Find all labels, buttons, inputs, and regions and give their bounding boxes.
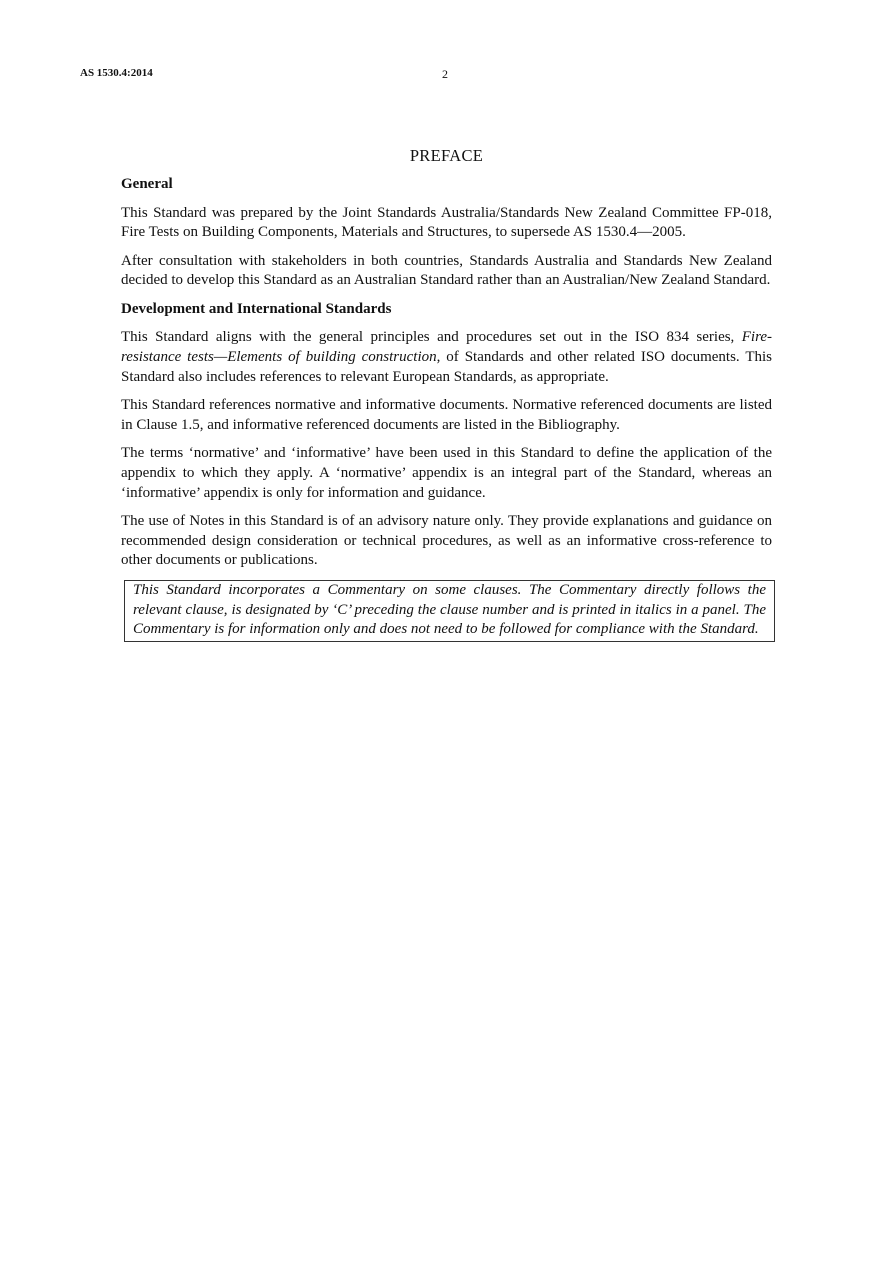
development-paragraph-1 (121, 328, 772, 387)
preface-content (121, 146, 772, 642)
document-identifier: AS 1530.4:2014 (80, 67, 153, 79)
development-paragraph-1-start: This Standard aligns with the general principles and procedures set out in the ISO 834 series, (121, 329, 742, 346)
commentary-panel: This Standard incorporates a Commentary on some clauses. The Commentary directly follows the relevant clause, is designated by ‘C’ preceding the clause number and is printed in italics in a panel. The Commentary is for information only and does not need to be followed for compliance with the Standard. (124, 580, 775, 642)
page-title: PREFACE (409, 146, 484, 165)
page-number: 2 (442, 67, 448, 81)
development-paragraph-1-end: , of Standards and other related ISO documents. This Standard also includes references to relevant European Standards, as appropriate. (121, 348, 772, 385)
general-paragraph-2: After consultation with stakeholders in both countries, Standards Australia and Standards New Zealand decided to develop this Standard as an Australian Standard rather than an Australian/New Zealand Standard. (121, 252, 772, 289)
running-header (80, 67, 820, 83)
development-paragraph-2: This Standard references normative and informative documents. Normative referenced documents are listed in Clause 1.5, and informative referenced documents are listed in the Bibliography. (121, 397, 772, 433)
section-heading-general: General (121, 176, 173, 192)
iso-series-title: Fire-resistance tests—Elements of building construction (121, 329, 772, 365)
section-heading-development: Development and International Standards (121, 300, 392, 317)
development-paragraph-3: The terms ‘normative’ and ‘informative’ have been used in this Standard to define the application of the appendix to which they apply. A ‘normative’ appendix is an integral part of the Standard, whereas an ‘informative’ appendix is only for information and guidance. (121, 445, 772, 501)
development-paragraph-4: The use of Notes in this Standard is of an advisory nature only. They provide explanations and guidance on recommended design consideration or technical procedures, as well as an informative cross-reference to other documents or publications. (121, 513, 772, 569)
general-paragraph-1: This Standard was prepared by the Joint Standards Australia/Standards New Zealand Committee FP-018, Fire Tests on Building Components, Materials and Structures, to supersede AS 1530.4—2005. (121, 204, 772, 241)
